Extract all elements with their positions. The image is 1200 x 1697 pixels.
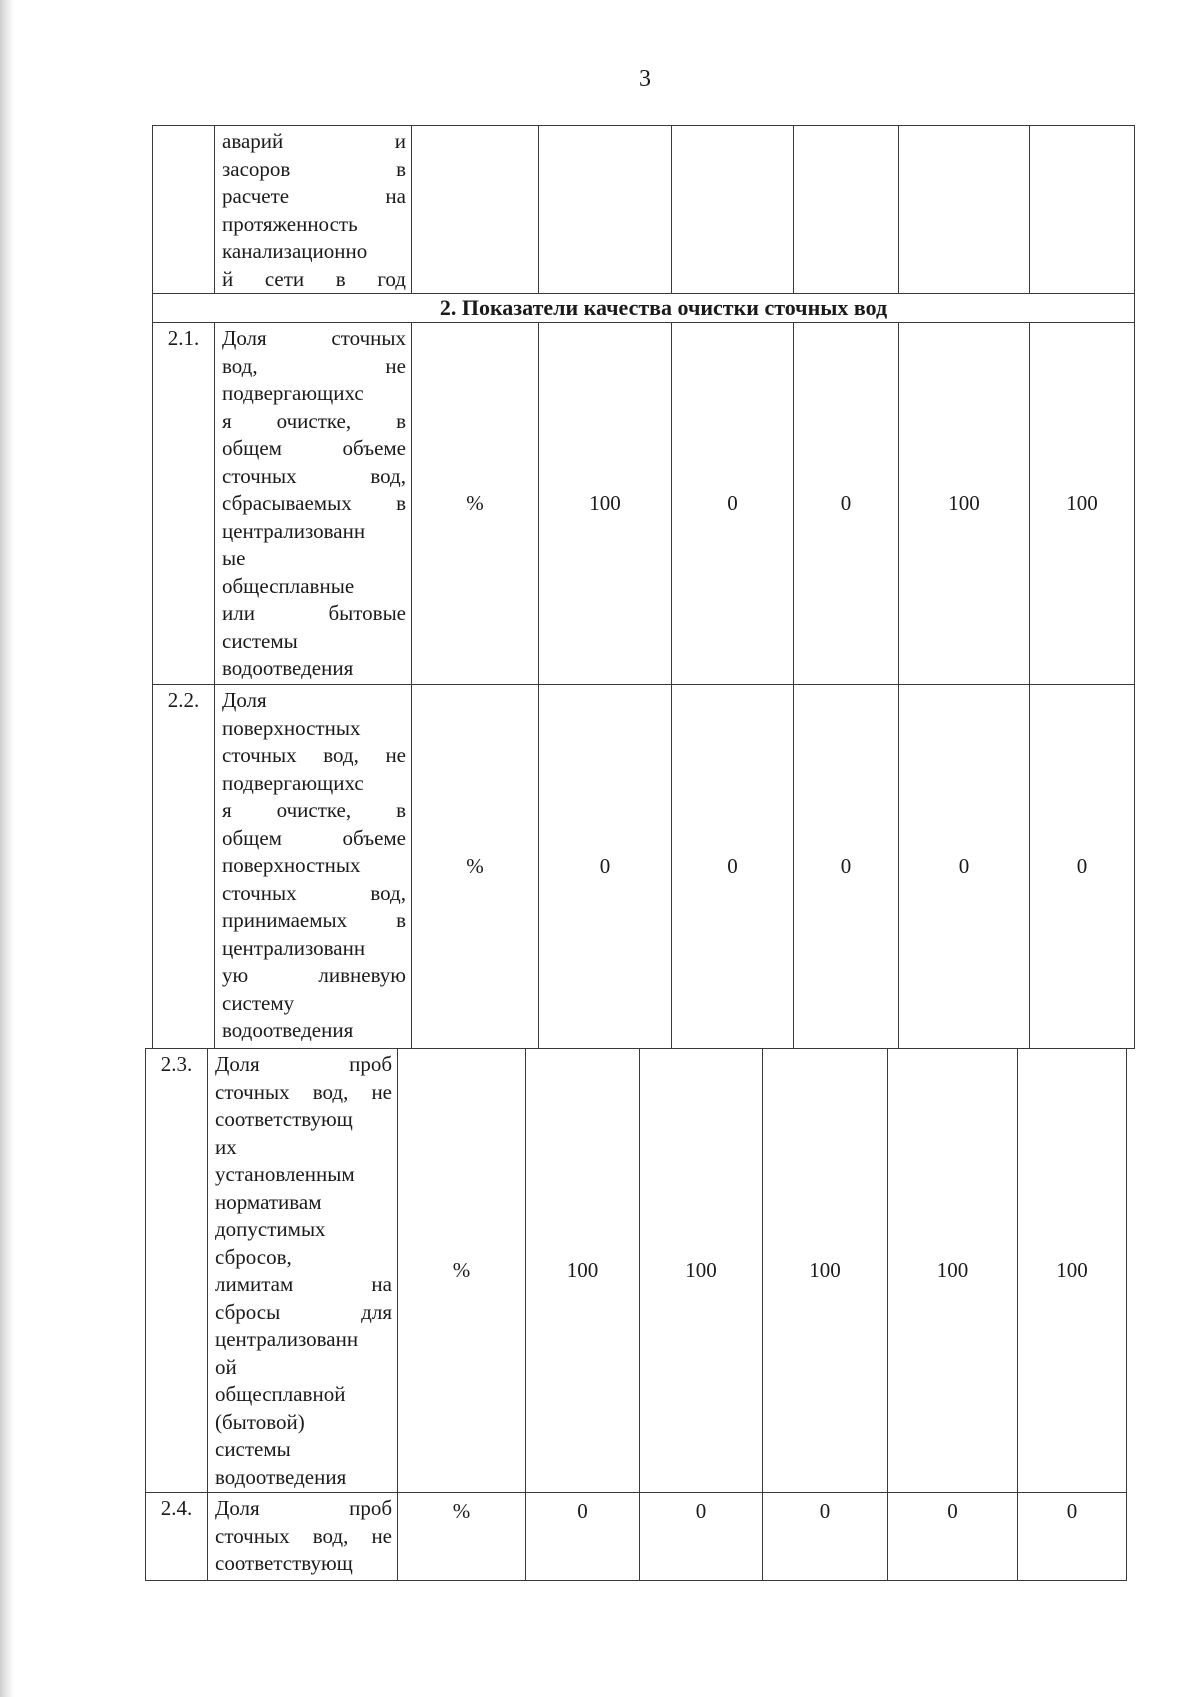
line: водоотведения	[222, 656, 354, 680]
value-cell: 100	[1018, 1049, 1127, 1493]
line: Доля проб	[215, 1052, 392, 1076]
line: водоотведения	[222, 1018, 354, 1042]
line: централизованн	[222, 518, 366, 543]
indicators-table	[152, 125, 1135, 1049]
value-cell: 0	[526, 1493, 640, 1581]
value-cell	[794, 126, 899, 294]
line: систему	[222, 990, 295, 1015]
line: сточных вод, не	[215, 1523, 392, 1548]
row-number: 2.3.	[146, 1049, 208, 1493]
line: соответствующ	[215, 1551, 353, 1575]
line: подвергающихс	[222, 770, 364, 795]
row-description	[215, 323, 412, 685]
value-cell: 100	[899, 323, 1030, 685]
line: протяженность	[222, 211, 358, 236]
line: нормативам	[215, 1189, 322, 1214]
value-cell: 0	[672, 323, 794, 685]
value-cell: 0	[899, 685, 1030, 1049]
line: принимаемых в	[222, 908, 406, 932]
value-cell: 100	[1030, 323, 1135, 685]
line: (бытовой)	[215, 1409, 305, 1434]
line: сточных вод,	[222, 880, 406, 905]
line: Доля	[222, 688, 267, 712]
unit-cell	[412, 126, 539, 294]
line: Доля проб	[215, 1496, 392, 1520]
value-cell: 0	[888, 1493, 1018, 1581]
value-cell: 100	[539, 323, 672, 685]
row-description	[208, 1049, 398, 1493]
line: общесплавные	[222, 573, 355, 598]
value-cell: 0	[1030, 685, 1135, 1049]
line: общесплавной	[215, 1382, 346, 1406]
continuation-row	[153, 126, 1135, 294]
line: системы	[215, 1437, 291, 1461]
row-number: 2.2.	[153, 685, 215, 1049]
line: й сети в год	[222, 266, 406, 291]
unit-cell: %	[398, 1049, 526, 1493]
row-description	[208, 1493, 398, 1581]
value-cell: 0	[539, 685, 672, 1049]
line: поверхностных	[222, 853, 361, 877]
line: или бытовые	[222, 601, 406, 625]
line: подвергающихс	[222, 381, 364, 405]
value-cell: 0	[640, 1493, 763, 1581]
scan-edge	[0, 0, 14, 1697]
line: общем объеме	[222, 825, 406, 850]
page-number: 3	[639, 66, 651, 92]
line: системы	[222, 628, 298, 653]
row-number: 2.1.	[153, 323, 215, 685]
line: их	[215, 1134, 237, 1159]
unit-cell: %	[398, 1493, 526, 1581]
line: вод, не	[222, 353, 406, 378]
line: лимитам на	[215, 1272, 392, 1296]
line: ую ливневую	[222, 963, 406, 987]
line: я очистке, в	[222, 408, 406, 433]
line: сбросов,	[215, 1244, 292, 1269]
table-row-2-1	[153, 323, 1135, 685]
line: Доля сточных	[222, 326, 406, 350]
value-cell: 0	[794, 323, 899, 685]
value-cell: 0	[1018, 1493, 1127, 1581]
table-row-2-4	[146, 1493, 1127, 1581]
line: я очистке, в	[222, 798, 406, 822]
line: аварий и	[222, 129, 406, 153]
line: сточных вод, не	[215, 1079, 392, 1104]
section-title: 2. Показатели качества очистки сточных вод	[153, 294, 1135, 323]
line: сточных вод,	[222, 463, 406, 488]
value-cell: 100	[640, 1049, 763, 1493]
value-cell	[1030, 126, 1135, 294]
unit-cell: %	[412, 685, 539, 1049]
line: сбросы для	[215, 1299, 392, 1324]
line: ой	[215, 1354, 237, 1379]
value-cell: 0	[672, 685, 794, 1049]
line: канализационно	[222, 239, 368, 263]
line: засоров в	[222, 156, 406, 181]
line: допустимых	[215, 1217, 326, 1241]
row-description	[215, 685, 412, 1049]
line: водоотведения	[215, 1464, 347, 1489]
line: сточных вод, не	[222, 743, 406, 767]
line: централизованн	[222, 935, 366, 960]
value-cell	[539, 126, 672, 294]
line: установленным	[215, 1162, 355, 1186]
value-cell: 0	[763, 1493, 888, 1581]
value-cell: 100	[526, 1049, 640, 1493]
row-number: 2.4.	[146, 1493, 208, 1581]
line: поверхностных	[222, 715, 361, 740]
section-header-row	[153, 294, 1135, 323]
value-cell: 100	[888, 1049, 1018, 1493]
line: общем объеме	[222, 436, 406, 460]
row-number-cell	[153, 126, 215, 294]
line: расчете на	[222, 184, 406, 208]
table-row-2-3	[146, 1049, 1127, 1493]
value-cell: 100	[763, 1049, 888, 1493]
line: соответствующ	[215, 1107, 353, 1131]
value-cell	[899, 126, 1030, 294]
value-cell: 0	[794, 685, 899, 1049]
continuation-description	[215, 126, 412, 294]
line: ые	[222, 546, 246, 570]
value-cell	[672, 126, 794, 294]
line: сбрасываемых в	[222, 491, 406, 515]
indicators-table-continued	[145, 1048, 1127, 1581]
table-row-2-2	[153, 685, 1135, 1049]
line: централизованн	[215, 1327, 359, 1351]
unit-cell: %	[412, 323, 539, 685]
